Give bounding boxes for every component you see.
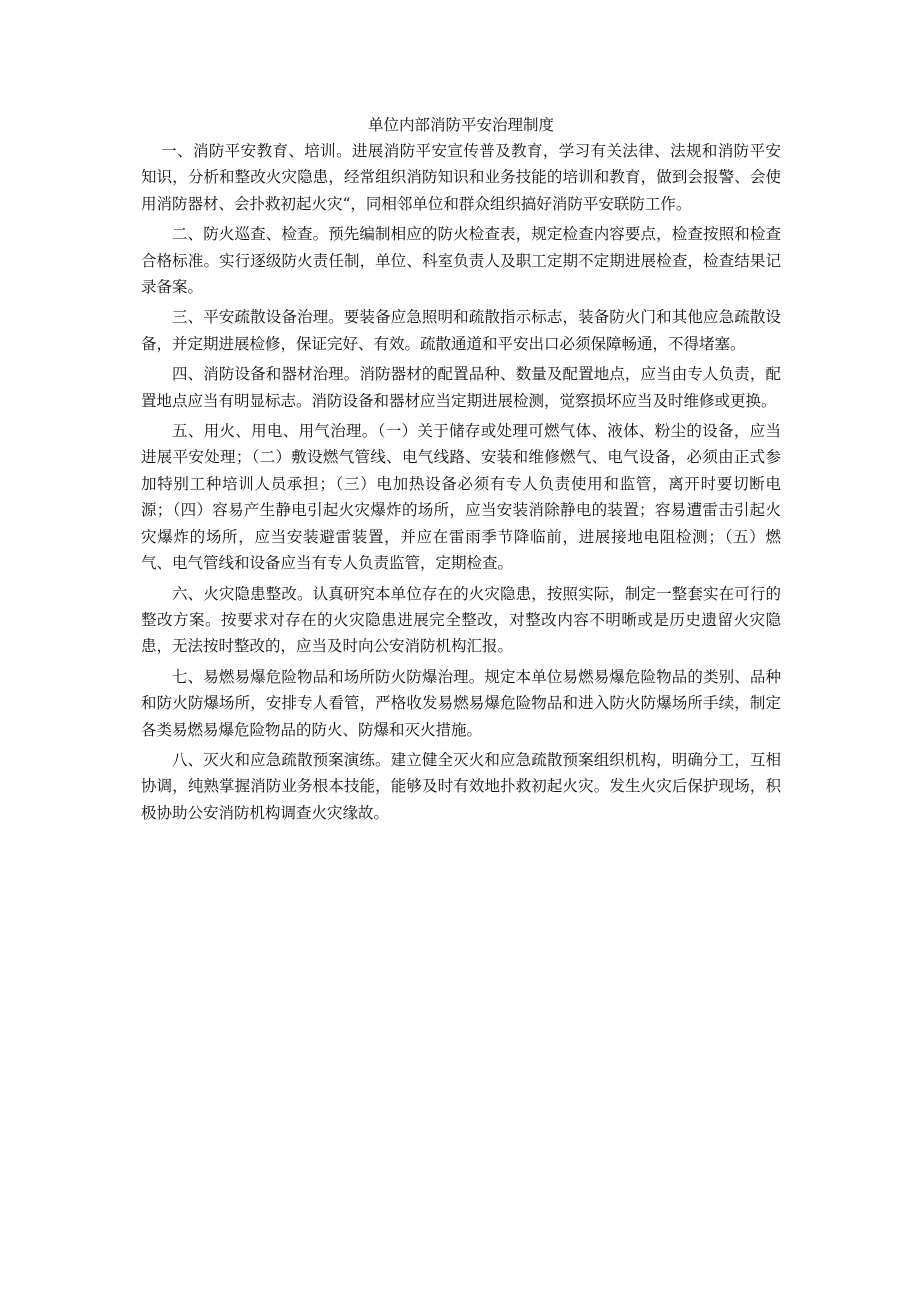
paragraph-evacuation-facilities: 三、平安疏散设备治理。要装备应急照明和疏散指示标志，装备防火门和其他应急疏散设备，并定期进展检修，保证完好、有效。疏散通道和平安出口必须保障畅通，不得堵塞。 [141,308,781,353]
document-page [141,112,781,830]
paragraph-fire-equipment: 四、消防设备和器材治理。消防器材的配置品种、数量及配置地点，应当由专人负责，配置地点应当有明显标志。消防设备和器材应当定期进展检测，觉察损坏应当及时维修或更换。 [141,365,781,410]
paragraph-fire-inspection: 二、防火巡查、检查。预先编制相应的防火检查表，规定检查内容要点，检查按照和检查合格标准。实行逐级防火责任制，单位、科室负责人及职工定期不定期进展检查，检查结果记录备案。 [141,225,781,297]
paragraph-fire-safety-education: 一、消防平安教育、培训。进展消防平安宣传普及教育，学习有关法律、法规和消防平安知识，分析和整改火灾隐患，经常组织消防知识和业务技能的培训和教育，做到会报警、会使用消防器材、会扑救初起火灾“，同相邻单位和群众组织搞好消防平安联防工作。 [141,142,781,213]
document-title: 单位内部消防平安治理制度 [367,116,554,134]
paragraph-flammable-materials: 七、易燃易爆危险物品和场所防火防爆治理。规定本单位易燃易爆危险物品的类别、品种和防火防爆场所，安排专人看管，严格收发易燃易爆危险物品和进入防火防爆场所手续，制定各类易燃易爆危险物品的防火、防爆和灭火措施。 [141,667,781,739]
paragraph-fire-electricity-gas: 五、用火、用电、用气治理。（一）关于储存或处理可燃气体、液体、粉尘的设备，应当进展平安处理；（二）敷设燃气管线、电气线路、安装和维修燃气、电气设备，必须由正式参加特别工种培训人员承担；（三）电加热设备必须有专人负责使用和监管，离开时要切断电源；（四）容易产生静电引起火灾爆炸的场所，应当安装消除静电的装置；容易遭雷击引起火灾爆炸的场所，应当安装避雷装置，并应在雷雨季节降临前，进展接地电阻检测；（五）燃气、电气管线和设备应当有专人负责监管，定期检查。 [141,422,781,573]
paragraph-emergency-drills: 八、灭火和应急疏散预案演练。建立健全灭火和应急疏散预案组织机构，明确分工，互相协调，纯熟掌握消防业务根本技能，能够及时有效地扑救初起火灾。发生火灾后保护现场，积极协助公安消防机构调查火灾缘故。 [141,750,781,822]
paragraph-hazard-rectification: 六、火灾隐患整改。认真研究本单位存在的火灾隐患，按照实际，制定一整套实在可行的整改方案。按要求对存在的火灾隐患进展完全整改，对整改内容不明晰或是历史遗留火灾隐患，无法按时整改的，应当及时向公安消防机构汇报。 [141,584,781,656]
